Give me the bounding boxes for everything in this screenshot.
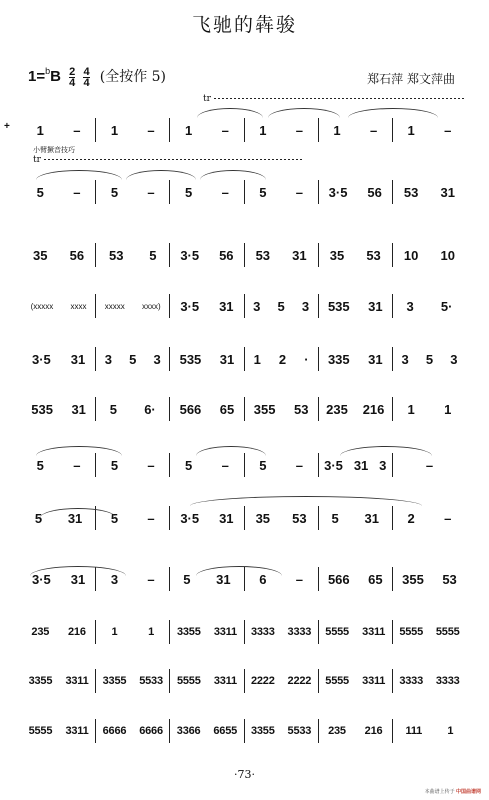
note-group: 1 <box>407 122 415 138</box>
note-group: – <box>295 184 303 200</box>
fingering-note: (全按作 5) <box>99 69 167 85</box>
measure <box>96 719 170 743</box>
note-group: 3·5 <box>180 510 200 526</box>
note-group: – <box>425 457 434 473</box>
note-group: 3·5 <box>31 571 51 587</box>
note-group: 3 <box>153 351 161 367</box>
page-number: ·73· <box>234 768 255 781</box>
note-group: 53 <box>293 401 309 417</box>
note-group: 3·5 <box>328 184 348 200</box>
note-group: 1 <box>185 122 193 138</box>
note-group: 6666 <box>102 725 127 737</box>
note-group: 3 <box>406 298 414 314</box>
measure <box>170 243 244 267</box>
note-group: 53 <box>109 247 124 263</box>
note-group: 3355 <box>102 675 127 687</box>
note-group: 1 <box>333 122 341 138</box>
measure <box>319 243 393 267</box>
slur <box>268 108 340 118</box>
score-row <box>22 669 466 693</box>
note-group: 35 <box>255 510 271 526</box>
measure <box>319 669 393 693</box>
note-group: 56 <box>219 247 234 263</box>
note-group: 31 <box>368 351 383 367</box>
note-group: 3311 <box>213 626 237 638</box>
note-group: 5533 <box>139 675 163 687</box>
meter-denominator: 4 <box>69 76 76 89</box>
note-group: 56 <box>367 184 382 200</box>
note-group: 31 <box>70 351 86 367</box>
measure <box>170 397 244 421</box>
note-group: xxxxx <box>104 301 125 311</box>
measure <box>170 347 244 371</box>
measure <box>393 118 466 142</box>
slur <box>340 446 432 456</box>
note-group: 3355 <box>176 626 201 638</box>
measure <box>170 620 244 644</box>
measure <box>22 620 96 644</box>
measure <box>22 397 96 421</box>
note-group: 3 <box>104 351 112 367</box>
note-group: 6 <box>259 571 267 587</box>
measure <box>393 243 466 267</box>
measure <box>393 669 466 693</box>
note-group: 1 <box>36 122 44 138</box>
note-group: 53 <box>366 247 381 263</box>
note-group: – <box>369 122 378 138</box>
note-group: 31 <box>70 571 86 587</box>
note-group: 5 <box>109 401 117 417</box>
note-group: 1 <box>259 122 267 138</box>
note-group: – <box>444 122 452 138</box>
note-group: 10 <box>440 247 455 263</box>
measure <box>170 719 244 743</box>
measure <box>393 294 466 318</box>
note-group: 1 <box>447 725 454 737</box>
measure <box>319 453 393 477</box>
note-group: 1 <box>407 401 415 417</box>
note-group: 3311 <box>362 675 386 687</box>
note-group: 53 <box>403 184 419 200</box>
measure <box>22 180 96 204</box>
measure <box>245 118 319 142</box>
note-group: 5 <box>34 510 43 526</box>
measure <box>96 118 170 142</box>
measure <box>393 506 466 530</box>
note-group: 111 <box>405 725 423 737</box>
note-group: 566 <box>179 401 202 417</box>
note-group: 535 <box>327 298 350 314</box>
note-group: 5 <box>183 571 191 587</box>
score-row <box>22 719 466 743</box>
note-group: 1 <box>444 401 452 417</box>
measure <box>319 506 393 530</box>
slur <box>190 496 422 506</box>
note-group: 3·5 <box>324 457 343 473</box>
note-group: 31 <box>219 298 234 314</box>
note-group: 3311 <box>65 675 89 687</box>
measure <box>96 669 170 693</box>
note-group: 3·5 <box>31 351 51 367</box>
note-group: 35 <box>329 247 345 263</box>
measure <box>245 669 319 693</box>
measure <box>96 397 170 421</box>
note-group: 3366 <box>176 725 201 737</box>
note-group: xxxx <box>70 301 87 311</box>
note-group: 5 <box>110 184 119 200</box>
note-group: 3 <box>110 571 119 587</box>
measure <box>22 243 96 267</box>
measure <box>245 243 319 267</box>
measure <box>170 118 244 142</box>
measure <box>245 506 319 530</box>
note-group: 216 <box>67 626 86 638</box>
note-group: – <box>147 457 155 473</box>
measure <box>170 294 244 318</box>
note-group: 5555 <box>325 675 349 687</box>
note-group: 5533 <box>287 725 312 737</box>
note-group: 65 <box>368 571 383 587</box>
note-group: 65 <box>219 401 235 417</box>
measure <box>393 347 466 371</box>
note-group: – <box>295 571 303 587</box>
note-group: 5 <box>129 351 137 367</box>
note-group: 3333 <box>250 626 275 638</box>
note-group: 3 <box>253 298 261 314</box>
note-group: – <box>147 184 155 200</box>
measure <box>245 347 319 371</box>
measure <box>96 294 170 318</box>
note-group: 5555 <box>28 725 53 737</box>
note-group: 3 <box>401 351 409 367</box>
measure <box>245 294 319 318</box>
note-group: 31 <box>219 510 234 526</box>
measure <box>393 453 466 477</box>
key-prefix: 1= <box>28 68 46 85</box>
measure <box>393 620 466 644</box>
source-credit <box>425 788 481 795</box>
time-signature-b <box>83 67 89 88</box>
score-row <box>22 243 466 267</box>
note-group: 355 <box>253 401 276 417</box>
measure <box>319 567 393 591</box>
measure <box>22 453 96 477</box>
note-group: – <box>147 510 155 526</box>
note-group: – <box>221 184 229 200</box>
note-group: 5 <box>259 457 267 473</box>
note-group: – <box>444 510 452 526</box>
note-group: 5· <box>440 298 453 314</box>
note-group: 31 <box>219 351 235 367</box>
measure <box>245 180 319 204</box>
note-group: 3·5 <box>180 298 200 314</box>
note-group: 235 <box>31 626 50 638</box>
note-group: 53 <box>255 247 271 263</box>
measure <box>319 294 393 318</box>
note-group: 1 <box>148 626 154 638</box>
note-group: 6655 <box>213 725 238 737</box>
note-group: 6666 <box>139 725 163 737</box>
note-group: 3333 <box>435 675 460 687</box>
note-group: xxxx) <box>142 301 161 311</box>
technique-note: 小臂撅音技巧 <box>33 146 75 154</box>
note-group: 3 <box>450 351 458 367</box>
note-group: 235 <box>328 725 346 737</box>
measure <box>393 567 466 591</box>
note-group: 31 <box>216 571 231 587</box>
measure <box>22 347 96 371</box>
measure <box>170 180 244 204</box>
note-group: 535 <box>31 401 53 417</box>
note-group: – <box>295 457 303 473</box>
measure <box>393 719 466 743</box>
meter-numerator: 4 <box>83 65 90 78</box>
measure <box>96 453 170 477</box>
slur <box>197 108 263 118</box>
note-group: 2 <box>407 510 415 526</box>
note-group: 31 <box>353 457 369 473</box>
measure <box>170 453 244 477</box>
score-row <box>22 397 466 421</box>
trill-label: tr <box>203 94 211 104</box>
note-group: 31 <box>67 510 83 526</box>
note-group: 535 <box>179 351 202 367</box>
note-group: 335 <box>327 351 350 367</box>
score-row <box>22 294 466 318</box>
note-group: 35 <box>33 247 48 263</box>
note-group: – <box>73 457 81 473</box>
note-group: 1 <box>110 122 119 138</box>
note-group: 10 <box>403 247 419 263</box>
note-group: 5 <box>110 510 119 526</box>
measure <box>96 506 170 530</box>
credit-text: 本曲谱上传于 <box>424 789 455 795</box>
measure <box>319 347 393 371</box>
composer-credit: 郑石萍 郑文萍曲 <box>367 72 455 86</box>
note-group: 5 <box>259 184 267 200</box>
trill-line <box>44 157 302 161</box>
note-group: 31 <box>71 401 86 417</box>
meter-denominator: 4 <box>83 76 90 89</box>
note-group: 3355 <box>250 725 275 737</box>
note-group: 566 <box>327 571 350 587</box>
note-group: – <box>73 122 81 138</box>
measure <box>319 719 393 743</box>
note-group: 53 <box>292 510 307 526</box>
key-signature <box>28 66 166 88</box>
note-group: 355 <box>402 571 424 587</box>
key-letter: B <box>50 68 61 85</box>
note-group: 216 <box>364 725 383 737</box>
measure <box>170 669 244 693</box>
measure <box>170 506 244 530</box>
note-group: 5 <box>36 457 44 473</box>
score-row <box>22 118 466 142</box>
measure <box>319 620 393 644</box>
slur <box>348 108 438 118</box>
measure <box>319 397 393 421</box>
measure <box>245 620 319 644</box>
note-group: – <box>147 122 155 138</box>
staff-prefix: + <box>4 121 10 132</box>
measure <box>319 180 393 204</box>
slur <box>196 446 266 456</box>
note-group: 5555 <box>399 626 423 638</box>
score-row <box>22 620 466 644</box>
note-group: 5 <box>277 298 285 314</box>
measure <box>319 118 393 142</box>
note-group: 235 <box>326 401 348 417</box>
score-row <box>22 180 466 204</box>
slur <box>36 170 122 180</box>
note-group: 5555 <box>325 626 349 638</box>
trill-label: tr <box>33 155 41 165</box>
measure <box>22 719 96 743</box>
note-group: · <box>304 351 309 367</box>
note-group: 3311 <box>65 725 89 737</box>
measure <box>96 180 170 204</box>
measure <box>96 347 170 371</box>
note-group: 2222 <box>250 675 275 687</box>
note-group: 53 <box>442 571 457 587</box>
score-row <box>22 347 466 371</box>
note-group: 5 <box>185 457 193 473</box>
measure <box>22 118 96 142</box>
note-group: – <box>147 571 155 587</box>
note-group: 31 <box>292 247 307 263</box>
note-group: 5 <box>110 457 119 473</box>
note-group: 3333 <box>287 626 312 638</box>
note-group: 216 <box>362 401 385 417</box>
measure <box>22 669 96 693</box>
note-group: 1 <box>253 351 261 367</box>
note-group: 56 <box>69 247 85 263</box>
note-group: 3 <box>301 298 310 314</box>
note-group: – <box>295 122 303 138</box>
note-group: 3355 <box>28 675 53 687</box>
measure <box>245 397 319 421</box>
score-row <box>22 453 466 477</box>
note-group: 5 <box>425 351 434 367</box>
note-group: 3311 <box>213 675 237 687</box>
trill-line <box>214 96 466 100</box>
note-group: 31 <box>440 184 455 200</box>
note-group: – <box>221 122 229 138</box>
note-group: – <box>221 457 229 473</box>
slur <box>126 170 196 180</box>
note-group: 31 <box>364 510 379 526</box>
note-group: 3·5 <box>180 247 200 263</box>
measure <box>393 180 466 204</box>
note-group: 5555 <box>435 626 460 638</box>
note-group: 3311 <box>362 626 386 638</box>
site-brand: 中国曲谱网 <box>455 789 481 795</box>
note-group: 2 <box>278 351 287 367</box>
measure <box>96 620 170 644</box>
slur <box>200 170 266 180</box>
note-group: 3333 <box>399 675 423 687</box>
time-signature-a <box>69 67 75 88</box>
note-group: 31 <box>368 298 383 314</box>
measure <box>245 453 319 477</box>
measure <box>393 397 466 421</box>
note-group: 5 <box>149 247 157 263</box>
note-group: (xxxxx <box>30 301 54 311</box>
measure <box>245 719 319 743</box>
note-group: 5 <box>331 510 339 526</box>
note-group: – <box>73 184 81 200</box>
note-group: 5 <box>185 184 193 200</box>
note-group: 1 <box>111 626 118 638</box>
note-group: 5 <box>36 184 44 200</box>
measure <box>22 294 96 318</box>
note-group: 5555 <box>176 675 201 687</box>
note-group: 6· <box>144 401 156 417</box>
note-group: 3 <box>379 457 387 473</box>
flat-sign: b <box>45 66 51 76</box>
page-title: 飞驰的犇骏 <box>191 14 297 36</box>
note-group: 2222 <box>287 675 312 687</box>
measure <box>96 243 170 267</box>
slur <box>36 446 122 456</box>
meter-numerator: 2 <box>69 65 76 78</box>
